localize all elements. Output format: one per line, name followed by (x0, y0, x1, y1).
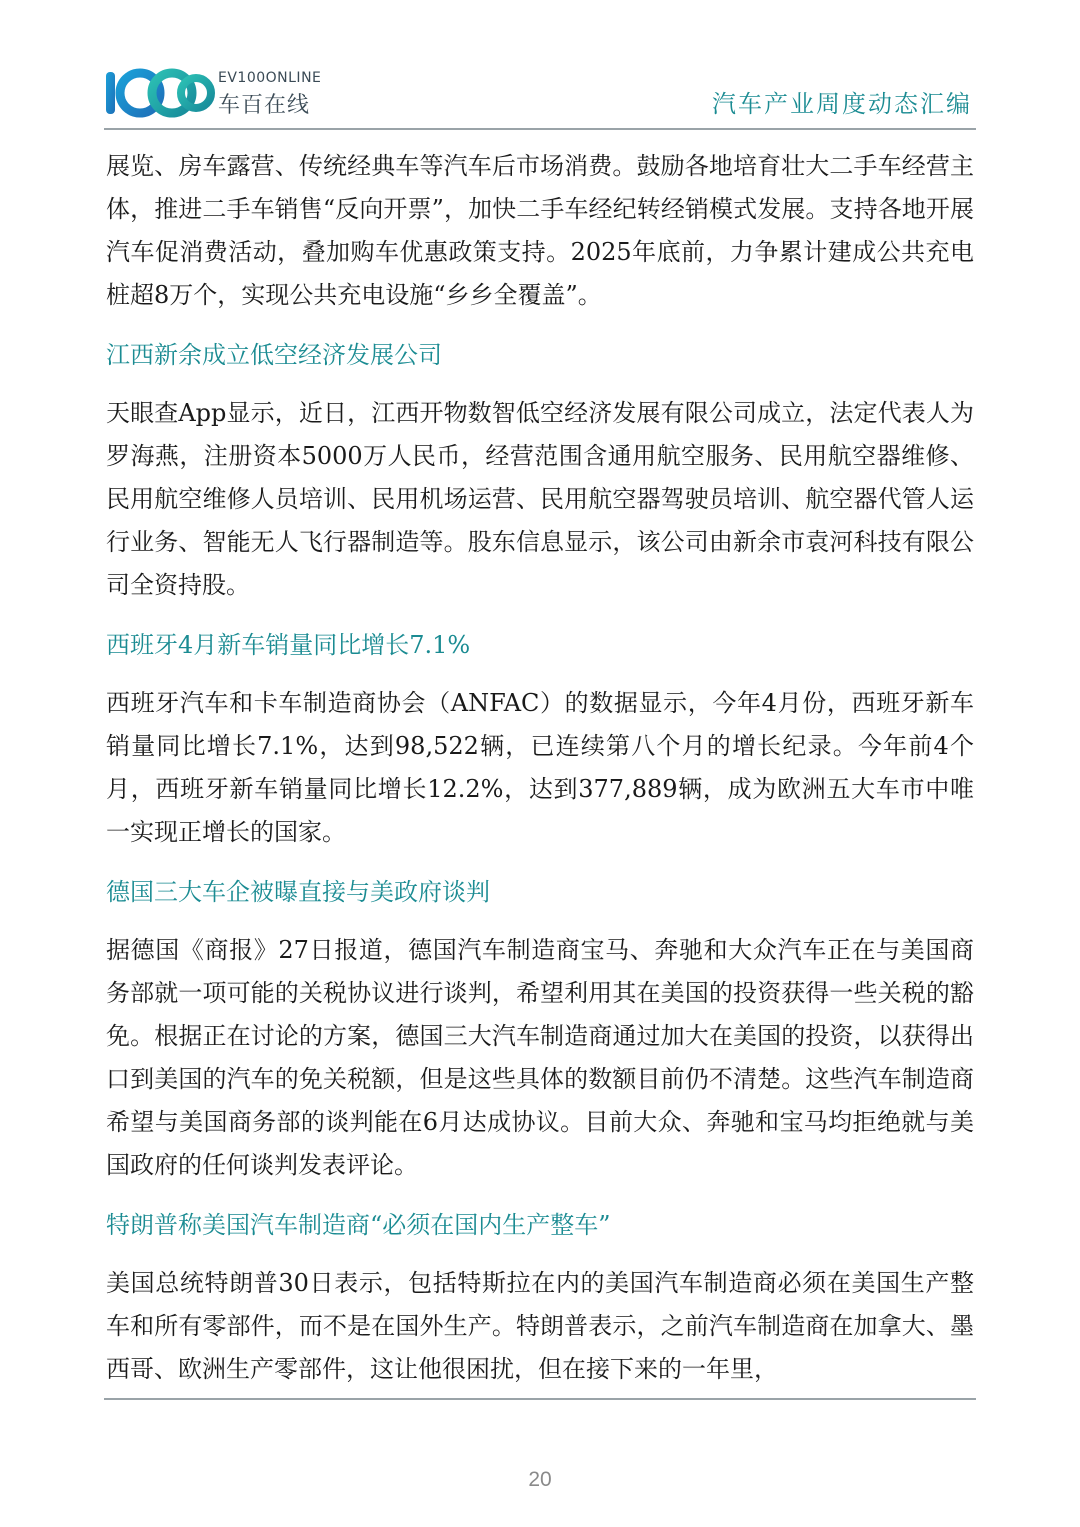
ev100-logo (104, 64, 324, 122)
article-body (106, 145, 974, 1409)
paragraph: 天眼查App显示，近日，江西开物数智低空经济发展有限公司成立，法定代表人为罗海燕，注册资本5000万人民币，经营范围含通用航空服务、民用航空器维修、民用航空维修人员培训、民用机场运营、民用航空器驾驶员培训、航空器代管人运行业务、智能无人飞行器制造等。股东信息显示，该公司由新余市袁河科技有限公司全资持股。 (106, 399, 974, 599)
logo-mark-icon (104, 64, 216, 122)
page-number: 20 (528, 1468, 552, 1491)
logo-text-en: EV100ONLINE (218, 70, 322, 86)
paragraph: 美国总统特朗普30日表示，包括特斯拉在内的美国汽车制造商必须在美国生产整车和所有零部件，而不是在国外生产。特朗普表示，之前汽车制造商在加拿大、墨西哥、欧洲生产零部件，这让他很困扰，但在接下来的一年里， (106, 1269, 974, 1383)
footer-divider (104, 1398, 976, 1400)
section-heading: 特朗普称美国汽车制造商“必须在国内生产整车” (106, 1211, 611, 1239)
logo-text-cn: 车百在线 (218, 93, 311, 118)
section-heading: 西班牙4月新车销量同比增长7.1% (106, 631, 471, 659)
section-heading: 德国三大车企被曝直接与美政府谈判 (106, 878, 490, 906)
paragraph: 展览、房车露营、传统经典车等汽车后市场消费。鼓励各地培育壮大二手车经营主体，推进二手车销售“反向开票”，加快二手车经纪转经销模式发展。支持各地开展汽车促消费活动，叠加购车优惠政策支持。2025年底前，力争累计建成公共充电桩超8万个，实现公共充电设施“乡乡全覆盖”。 (106, 152, 974, 309)
document-title: 汽车产业周度动态汇编 (712, 90, 972, 118)
paragraph: 据德国《商报》27日报道，德国汽车制造商宝马、奔驰和大众汽车正在与美国商务部就一项可能的关税协议进行谈判，希望利用其在美国的投资获得一些关税的豁免。根据正在讨论的方案，德国三大汽车制造商通过加大在美国的投资，以获得出口到美国的汽车的免关税额，但是这些具体的数额目前仍不清楚。这些汽车制造商希望与美国商务部的谈判能在6月达成协议。目前大众、奔驰和宝马均拒绝就与美国政府的任何谈判发表评论。 (106, 936, 974, 1179)
section-heading: 江西新余成立低空经济发展公司 (106, 341, 442, 369)
paragraph: 西班牙汽车和卡车制造商协会（ANFAC）的数据显示，今年4月份，西班牙新车销量同比增长7.1%，达到98,522辆，已连续第八个月的增长纪录。今年前4个月，西班牙新车销量同比增长12.2%，达到377,889辆，成为欧洲五大车市中唯一实现正增长的国家。 (106, 689, 974, 846)
header-divider (104, 128, 976, 130)
page-header (104, 60, 976, 128)
